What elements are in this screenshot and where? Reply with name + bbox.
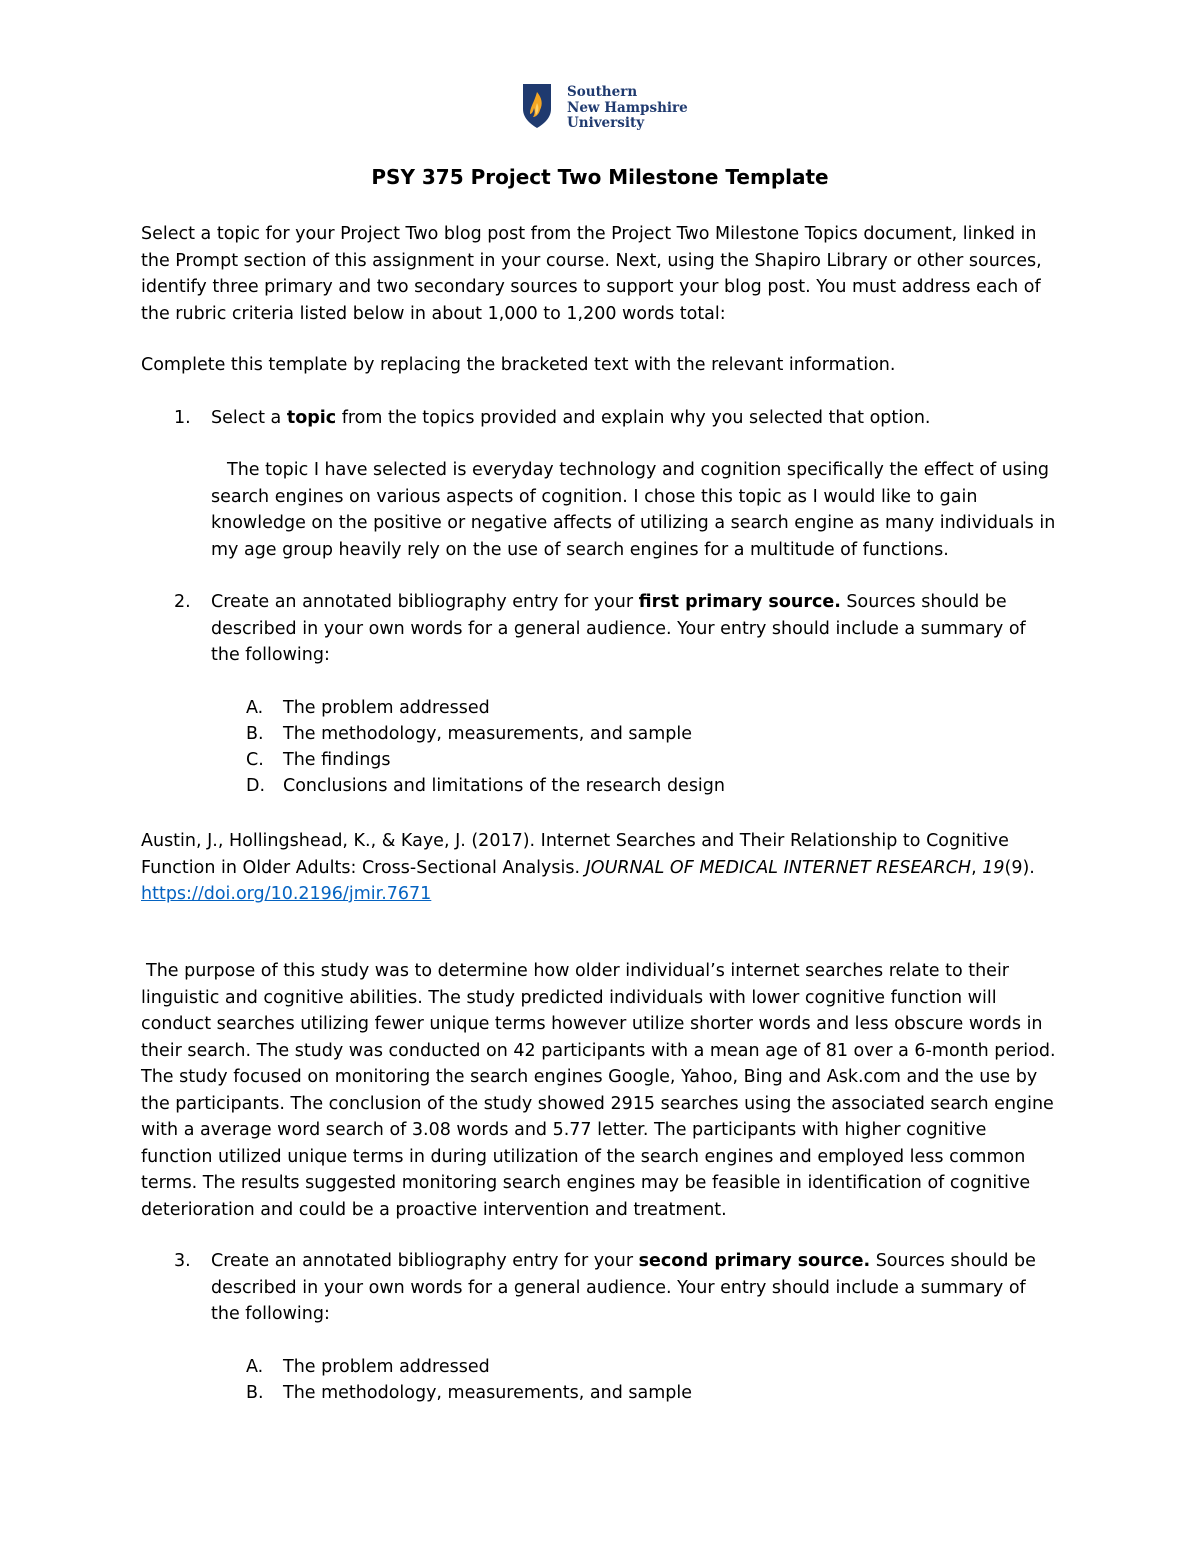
sublist-item: Conclusions and limitations of the research design	[283, 776, 725, 796]
summary-line: with a average word search of 3.08 words and 5.77 letter. The participants with higher cognitive	[141, 1120, 987, 1140]
answer-line: search engines on various aspects of cognition. I chose this topic as I would like to gain	[211, 486, 978, 507]
sublist-item: The methodology, measurements, and sample	[283, 724, 693, 744]
citation-line: Austin, J., Hollingshead, K., & Kaye, J. (2017). Internet Searches and Their Relationship to Cognitive	[141, 831, 1009, 851]
intro-line: Select a topic for your Project Two blog post from the Project Two Milestone Topics document, linked in	[141, 224, 1037, 244]
answer-line: my age group heavily rely on the use of search engines for a multitude of functions.	[211, 539, 949, 560]
answer-line: The topic I have selected is everyday technology and cognition specifically the effect of using	[227, 460, 1050, 480]
item3-bold: second primary source.	[638, 1251, 871, 1271]
item1-bold: topic	[286, 408, 337, 428]
sublist-item: The findings	[283, 750, 391, 770]
sublist-letter: A.	[246, 1357, 264, 1377]
summary-paragraph	[141, 958, 1071, 1223]
item2-prompt: Create an annotated bibliography entry for your first primary source. Sources should be described in your own words for a general audience. Your entry should include a summary of the following:	[211, 592, 1026, 665]
sublist-item: The methodology, measurements, and sample	[283, 1383, 693, 1403]
sublist-item: The problem addressed	[283, 1357, 490, 1377]
summary-line: terms. The results suggested monitoring search engines may be feasible in identification of cognitive	[141, 1173, 1031, 1193]
intro-line: the Prompt section of this assignment in your course. Next, using the Shapiro Library or other sources,	[141, 250, 1042, 271]
item3-prompt: Create an annotated bibliography entry for your second primary source. Sources should be described in your own words for a general audience. Your entry should include a summary of the following:	[211, 1251, 1036, 1324]
citation	[141, 828, 1071, 908]
logo-line-2: New Hampshire	[567, 99, 688, 116]
university-logo	[522, 83, 688, 132]
sublist-letter: A.	[246, 698, 264, 718]
intro-paragraph	[141, 221, 1071, 327]
intro-line: the rubric criteria listed below in about 1,000 to 1,200 words total:	[141, 303, 726, 324]
answer-line: knowledge on the positive or negative affects of utilizing a search engine as many individuals in	[211, 513, 1056, 533]
summary-line: The study focused on monitoring the search engines Google, Yahoo, Bing and Ask.com and the use by	[141, 1067, 1038, 1087]
logo-line-3: University	[567, 115, 645, 131]
sublist-letter: C.	[246, 750, 264, 770]
summary-line: the participants. The conclusion of the study showed 2915 searches using the associated search engine	[141, 1093, 1054, 1114]
summary-line: deterioration and could be a proactive intervention and treatment.	[141, 1199, 727, 1220]
sublist-letter: B.	[246, 724, 264, 744]
summary-line: function utilized unique terms in during utilization of the search engines and employed less common	[141, 1146, 1026, 1167]
intro-line: identify three primary and two secondary sources to support your blog post. You must address each of	[141, 277, 1041, 297]
logo-line-1: Southern	[567, 84, 638, 100]
summary-line: linguistic and cognitive abilities. The study predicted individuals with lower cognitive function will	[141, 987, 997, 1008]
item1-prompt: Select a topic from the topics provided and explain why you selected that option.	[211, 408, 931, 428]
sublist-letter: B.	[246, 1383, 264, 1403]
summary-line: conduct searches utilizing fewer unique terms however utilize shorter words and less obscure words in	[141, 1014, 1043, 1034]
item1-answer	[211, 457, 1061, 563]
list-number: 3.	[174, 1251, 191, 1271]
instruction-text: Complete this template by replacing the bracketed text with the relevant information.	[141, 355, 896, 375]
document-title: PSY 375 Project Two Milestone Template	[371, 165, 829, 189]
citation-line: Function in Older Adults: Cross-Sectional Analysis. JOURNAL OF MEDICAL INTERNET RESEARCH, 19(9).	[141, 857, 1035, 878]
journal-volume: 19	[982, 857, 1005, 878]
item2-bold: first primary source.	[638, 592, 841, 612]
sublist-letter: D.	[246, 776, 266, 796]
journal-name: JOURNAL OF MEDICAL INTERNET RESEARCH	[585, 857, 972, 878]
sublist-item: The problem addressed	[283, 698, 490, 718]
list-number: 1.	[174, 408, 191, 428]
summary-line: The purpose of this study was to determine how older individual’s internet searches relate to their	[146, 961, 1009, 981]
shield-flame-icon	[522, 83, 552, 129]
summary-line: their search. The study was conducted on 42 participants with a mean age of 81 over a 6-month period.	[141, 1040, 1056, 1061]
doi-link[interactable]: https://doi.org/10.2196/jmir.7671	[141, 884, 432, 904]
list-number: 2.	[174, 592, 191, 612]
